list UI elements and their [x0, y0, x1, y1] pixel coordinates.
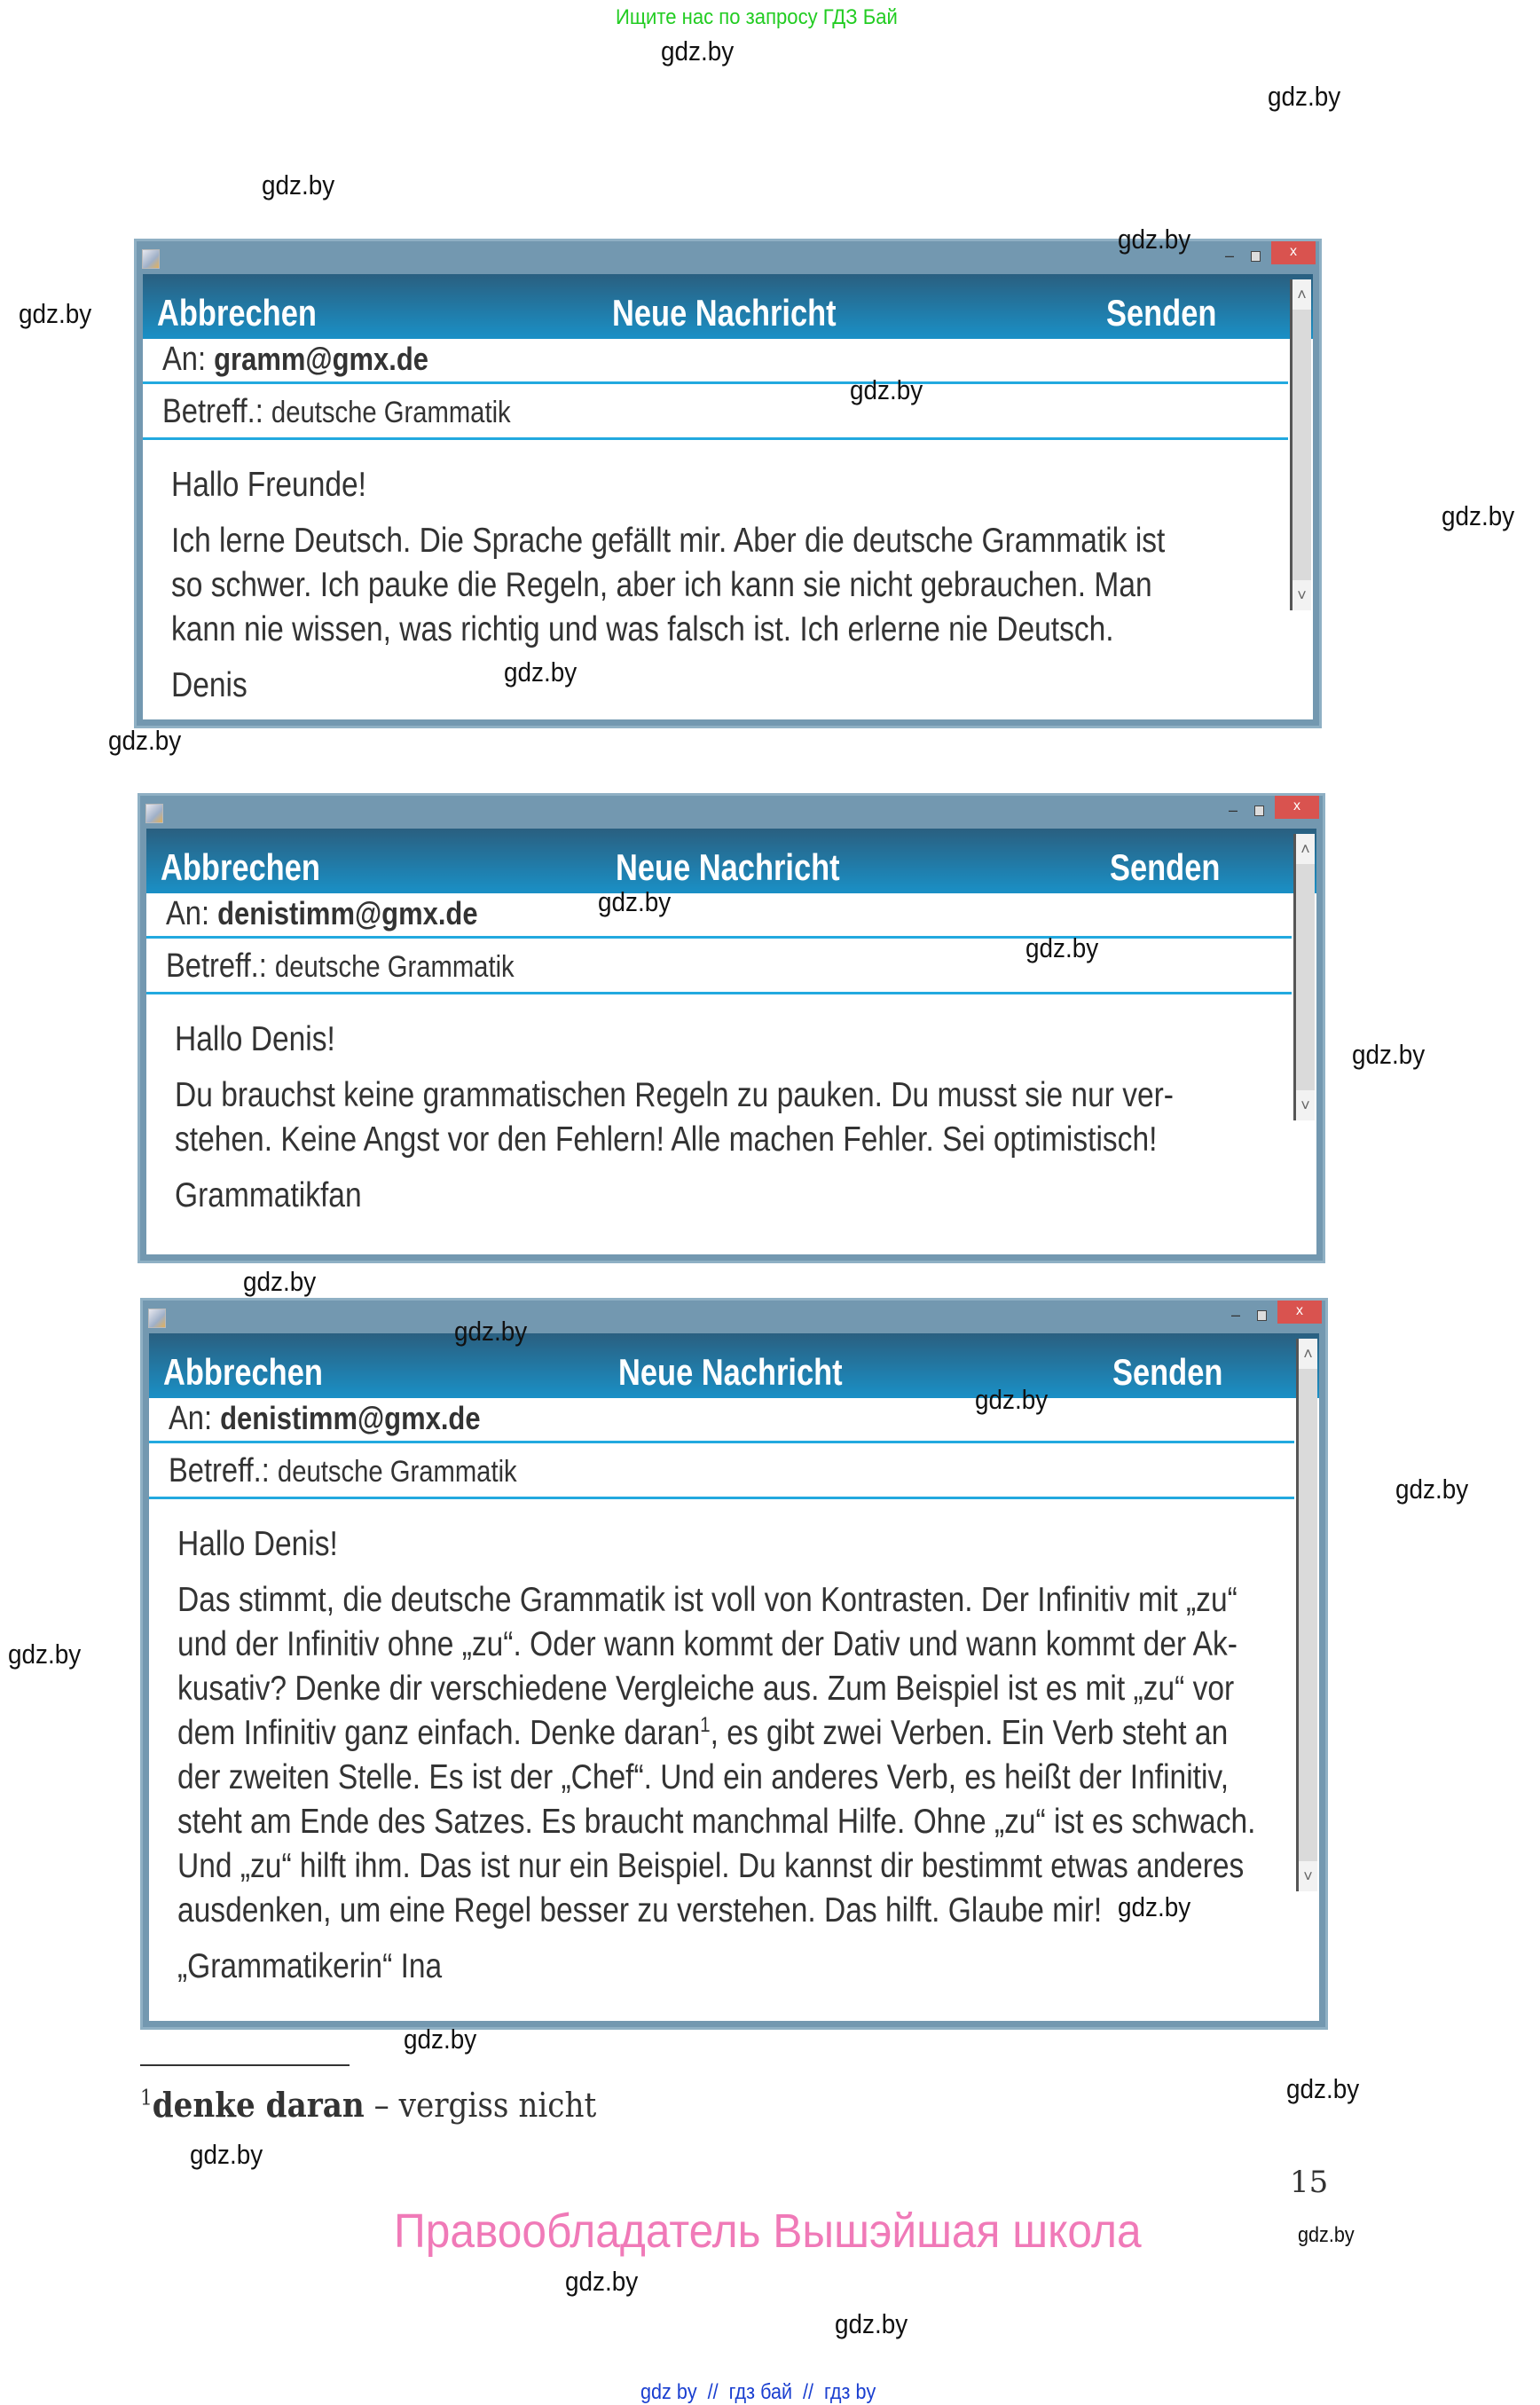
footnote-term: denke daran [152, 2085, 365, 2125]
body-line [175, 1073, 1316, 1118]
footer-links[interactable]: gdz by // гдз бай // гдз by [640, 2380, 876, 2404]
watermark: gdz.by [8, 1639, 82, 1670]
body-text: Ich lerne Deutsch. Die Sprache gefällt mir. Aber die deutsche Grammatik ist [171, 522, 1166, 560]
signature: Denis [171, 666, 248, 704]
body-text: Du brauchst keine grammatischen Regeln zu pauken. Du musst sie nur ver- [175, 1076, 1174, 1114]
cancel-button[interactable]: Abbrechen [157, 292, 317, 334]
body-text: kusativ? Denke dir verschiedene Vergleiche aus. Zum Beispiel ist es mit „zu“ vor [177, 1670, 1235, 1708]
message-header [146, 829, 1316, 893]
watermark: gdz.by [661, 35, 735, 67]
window-content [146, 829, 1316, 1254]
body-paragraph [177, 1578, 1319, 1933]
body-text: Und „zu“ hilft ihm. Das ist nur ein Beispiel. Du kannst dir bestimmt etwas anderes [177, 1847, 1245, 1885]
recipient-field[interactable] [149, 1398, 1294, 1443]
watermark: gdz.by [404, 2024, 477, 2055]
minimize-icon[interactable]: – [1228, 801, 1238, 819]
recipient-value[interactable]: denistimm@gmx.de [217, 895, 478, 931]
message-header [149, 1333, 1319, 1398]
cancel-button[interactable]: Abbrechen [163, 1351, 323, 1393]
scroll-down-icon[interactable]: ˅ [1292, 580, 1311, 610]
body-line [171, 519, 1313, 563]
body-paragraph [171, 519, 1313, 652]
scrollbar[interactable] [1290, 279, 1311, 610]
recipient-value[interactable]: gramm@gmx.de [214, 341, 428, 377]
signature: Grammatikfan [175, 1176, 362, 1214]
page-number: 15 [1290, 2165, 1329, 2200]
body-line [177, 1756, 1319, 1800]
body-text: dem Infinitiv ganz einfach. Denke daran [177, 1714, 701, 1752]
watermark: gdz.by [565, 2266, 639, 2297]
title-bar [140, 796, 1323, 829]
message-header [143, 274, 1313, 339]
watermark: gdz.by [108, 725, 182, 756]
maximize-icon[interactable] [1254, 806, 1264, 816]
subject-label: Betreff.: [169, 1452, 270, 1489]
body-line [171, 608, 1313, 652]
scrollbar[interactable] [1296, 1339, 1317, 1891]
minimize-icon[interactable]: – [1224, 247, 1234, 264]
subject-field[interactable] [143, 384, 1288, 440]
close-icon[interactable]: x [1277, 1301, 1322, 1324]
watermark: gdz.by [504, 656, 578, 688]
watermark: gdz.by [243, 1266, 317, 1297]
subject-label: Betreff.: [162, 393, 263, 430]
footnote-rule [140, 2064, 350, 2066]
scroll-up-icon[interactable]: ˄ [1296, 834, 1315, 864]
watermark: gdz.by [1286, 2073, 1360, 2104]
recipient-value[interactable]: denistimm@gmx.de [220, 1400, 481, 1436]
body-text: Das stimmt, die deutsche Grammatik ist voll von Kontrasten. Der Infinitiv mit „zu“ [177, 1581, 1238, 1619]
subject-label: Betreff.: [166, 947, 267, 985]
body-line [177, 1844, 1319, 1889]
title-bar [143, 1301, 1325, 1333]
body-paragraph [175, 1073, 1316, 1162]
send-button[interactable]: Senden [1106, 292, 1217, 334]
app-icon [148, 1309, 166, 1328]
watermark: gdz.by [1118, 224, 1191, 255]
top-banner: Ищите нас по запросу ГДЗ Бай [616, 5, 898, 29]
close-icon[interactable]: x [1271, 241, 1316, 264]
recipient-field[interactable] [143, 339, 1288, 384]
watermark: gdz.by [454, 1316, 528, 1347]
watermark: gdz.by [1118, 1891, 1191, 1922]
cancel-button[interactable]: Abbrechen [161, 846, 320, 888]
watermark: gdz.by [19, 298, 92, 329]
watermark: gdz.by [835, 2308, 908, 2339]
watermark: gdz.by [1025, 932, 1099, 963]
recipient-label: An: [169, 1400, 213, 1437]
body-text: der zweiten Stelle. Es ist der „Chef“. Und ein anderes Verb, es heißt der Infinitiv, [177, 1758, 1230, 1796]
signature: „Grammatikerin“ Ina [177, 1947, 443, 1985]
watermark: gdz.by [975, 1384, 1049, 1415]
scroll-up-icon[interactable]: ˄ [1299, 1339, 1317, 1369]
message-window-1 [134, 239, 1322, 728]
watermark: gdz.by [1298, 2223, 1355, 2247]
body-text: ausdenken, um eine Regel besser zu verstehen. Das hilft. Glaube mir! [177, 1891, 1103, 1930]
subject-value[interactable]: deutsche Grammatik [274, 950, 515, 984]
watermark: gdz.by [1395, 1474, 1469, 1505]
body-text: so schwer. Ich pauke die Regeln, aber ich kann sie nicht gebrauchen. Man [171, 566, 1152, 604]
scroll-down-icon[interactable]: ˅ [1296, 1090, 1315, 1120]
maximize-icon[interactable] [1257, 1310, 1267, 1321]
greeting: Hallo Freunde! [171, 466, 366, 504]
body-text: stehen. Keine Angst vor den Fehlern! Alle machen Fehler. Sei optimistisch! [175, 1120, 1158, 1159]
body-line [177, 1711, 1319, 1756]
scrollbar[interactable] [1293, 834, 1315, 1120]
body-line [177, 1623, 1319, 1667]
body-line [177, 1578, 1319, 1623]
subject-field[interactable] [146, 939, 1292, 994]
recipient-field[interactable] [146, 893, 1292, 939]
subject-field[interactable] [149, 1443, 1294, 1499]
body-text: steht am Ende des Satzes. Es braucht manchmal Hilfe. Ohne „zu“ ist es schwach. [177, 1803, 1256, 1841]
send-button[interactable]: Senden [1110, 846, 1221, 888]
recipient-label: An: [166, 895, 210, 932]
watermark: gdz.by [190, 2139, 263, 2170]
footnote-dash: – [364, 2086, 399, 2125]
body-line [177, 1667, 1319, 1711]
body-line [171, 563, 1313, 608]
body-text: und der Infinitiv ohne „zu“. Oder wann kommt der Dativ und wann kommt der Ak- [177, 1625, 1238, 1663]
window-content [143, 274, 1313, 719]
message-body[interactable] [146, 994, 1316, 1218]
scroll-down-icon[interactable]: ˅ [1299, 1861, 1317, 1891]
body-text: , es gibt zwei Verben. Ein Verb steht an [710, 1714, 1229, 1752]
scroll-up-icon[interactable]: ˄ [1292, 279, 1311, 310]
body-line [177, 1800, 1319, 1844]
copyright-text: Правообладатель Вышэйшая школа [394, 2205, 1142, 2258]
maximize-icon[interactable] [1251, 251, 1261, 262]
app-icon [142, 249, 160, 269]
watermark: gdz.by [1442, 500, 1515, 531]
recipient-label: An: [162, 341, 207, 378]
greeting: Hallo Denis! [175, 1020, 335, 1058]
header-title: Neue Nachricht [616, 846, 840, 888]
message-window-2 [138, 793, 1325, 1263]
header-title: Neue Nachricht [618, 1351, 843, 1393]
watermark: gdz.by [598, 886, 672, 917]
footnote-mark: 1 [140, 2085, 153, 2110]
greeting: Hallo Denis! [177, 1525, 338, 1563]
footnote-ref: 1 [700, 1713, 711, 1737]
subject-value[interactable]: deutsche Grammatik [271, 396, 511, 429]
body-line [175, 1118, 1316, 1162]
footnote [140, 2085, 596, 2125]
watermark: gdz.by [262, 169, 335, 200]
close-icon[interactable]: x [1275, 796, 1319, 819]
watermark: gdz.by [1268, 81, 1341, 112]
message-body[interactable] [143, 440, 1313, 708]
header-title: Neue Nachricht [612, 292, 837, 334]
send-button[interactable]: Senden [1112, 1351, 1223, 1393]
body-text: kann nie wissen, was richtig und was falsch ist. Ich erlerne nie Deutsch. [171, 610, 1114, 648]
subject-value[interactable]: deutsche Grammatik [277, 1455, 517, 1489]
minimize-icon[interactable]: – [1230, 1306, 1240, 1324]
app-icon [145, 804, 163, 823]
watermark: gdz.by [1352, 1039, 1426, 1070]
footnote-meaning: vergiss nicht [398, 2086, 597, 2125]
watermark: gdz.by [850, 374, 923, 405]
